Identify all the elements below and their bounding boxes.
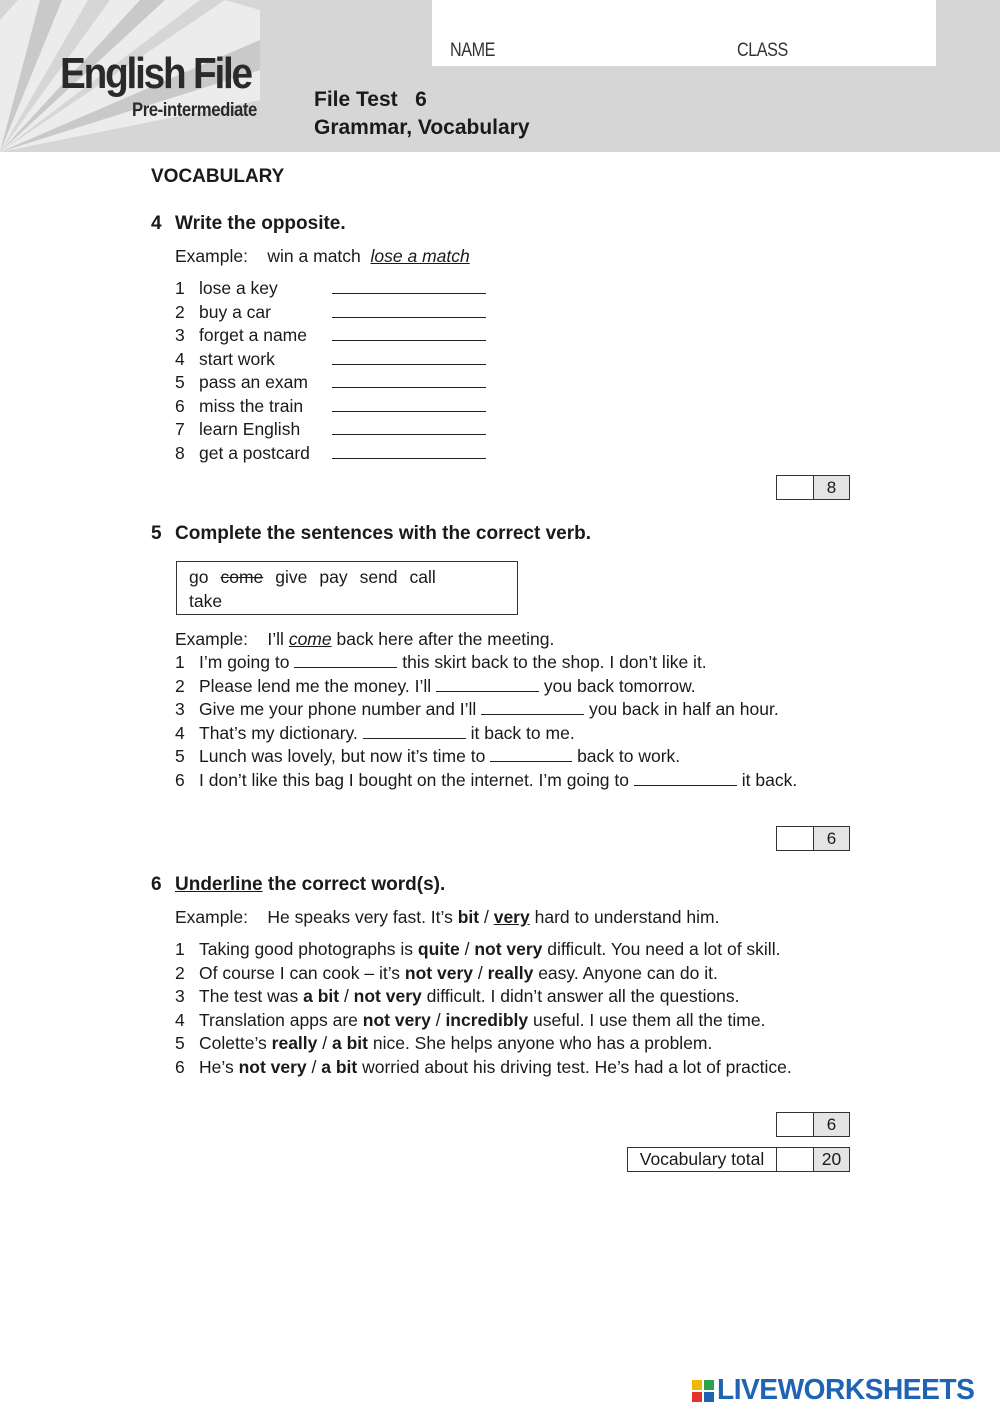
list-item: 4 Translation apps are not very / incredibly useful. I use them all the time. — [175, 1009, 792, 1033]
item-number: 7 — [175, 419, 185, 439]
item-number: 8 — [175, 442, 185, 463]
list-item — [175, 348, 486, 372]
word-option[interactable]: a bit — [331, 1033, 368, 1053]
exercise-instruction: the correct word(s). — [267, 874, 446, 895]
item-number: 2 — [175, 962, 185, 983]
list-item — [175, 418, 486, 442]
item-number: 5 — [175, 372, 185, 392]
example-label: Example: — [175, 629, 248, 649]
example-label: Example: — [175, 907, 248, 927]
item-number: 1 — [175, 939, 185, 959]
item-text: get a postcard — [199, 442, 310, 463]
word-option[interactable]: quite — [417, 939, 460, 959]
list-item — [175, 442, 486, 466]
liveworksheets-logo-icon — [692, 1380, 714, 1402]
exercise-4-score — [776, 475, 850, 500]
exercise-6-title — [151, 874, 445, 896]
item-number: 5 — [175, 1033, 185, 1053]
score-input-cell[interactable] — [777, 1113, 814, 1136]
score-max: 6 — [814, 827, 849, 850]
exercise-number: 5 — [151, 523, 162, 544]
word-option[interactable]: a bit — [321, 1056, 358, 1077]
list-item: 5 Colette’s really / a bit nice. She helps anyone who has a problem. — [175, 1032, 792, 1056]
test-number: File Test 6 — [314, 88, 427, 111]
item-text: Taking good photographs is — [199, 939, 414, 959]
word-option[interactable]: not very — [404, 962, 473, 983]
exercise-number: 4 — [151, 213, 162, 234]
score-max: 8 — [814, 476, 849, 499]
answer-blank[interactable] — [294, 653, 397, 668]
name-class-box[interactable] — [432, 0, 936, 66]
item-number: 1 — [175, 278, 185, 298]
item-text: back to work. — [577, 746, 681, 766]
exercise-4-example — [175, 245, 470, 269]
list-item — [175, 371, 486, 395]
logo-subtitle: Pre-intermediate — [132, 100, 257, 121]
list-item — [175, 301, 486, 325]
item-text: useful. I use them all the time. — [532, 1009, 766, 1030]
list-item — [175, 769, 797, 793]
answer-blank[interactable] — [332, 397, 486, 412]
word-box-line — [189, 565, 505, 589]
word-box-item: come — [220, 567, 264, 587]
item-text: Give me your phone number and I’ll — [199, 699, 477, 719]
list-item: 2 Of course I can cook – it’s not very / really easy. Anyone can do it. — [175, 962, 792, 986]
item-text: difficult. I didn’t answer all the questions. — [426, 986, 740, 1006]
word-box-item: take — [189, 591, 223, 611]
word-option[interactable]: incredibly — [445, 1009, 529, 1030]
exercise-6-score — [776, 1112, 850, 1137]
list-item: 1 Taking good photographs is quite / not very difficult. You need a lot of skill. — [175, 938, 792, 962]
exercise-5-example — [175, 628, 554, 652]
item-number: 6 — [175, 769, 185, 790]
list-item — [175, 722, 797, 746]
answer-blank[interactable] — [363, 724, 466, 739]
item-number: 3 — [175, 986, 185, 1006]
example-prompt: win a match — [267, 246, 361, 266]
header-banner — [0, 0, 1000, 152]
item-text: difficult. You need a lot of skill. — [547, 939, 781, 959]
item-text: pass an exam — [199, 372, 308, 392]
list-item — [175, 745, 797, 769]
item-number: 6 — [175, 1056, 185, 1077]
item-text: He’s — [199, 1056, 234, 1077]
item-text: forget a name — [199, 325, 307, 345]
exercise-4-list — [175, 277, 486, 465]
item-text: it back. — [741, 769, 798, 790]
example-option: bit — [457, 907, 480, 927]
name-label: NAME — [450, 40, 495, 61]
item-text: learn English — [199, 419, 301, 439]
vocabulary-total — [627, 1147, 850, 1172]
exercise-number: 6 — [151, 874, 162, 895]
word-option[interactable]: really — [271, 1033, 318, 1053]
answer-blank[interactable] — [436, 677, 539, 692]
exercise-instruction: Write the opposite. — [175, 213, 346, 234]
list-item — [175, 651, 797, 675]
exercise-5-title — [151, 523, 591, 545]
word-option[interactable]: not very — [474, 939, 543, 959]
word-option[interactable]: not very — [353, 986, 422, 1006]
example-answer: very — [493, 907, 530, 927]
example-text: I’ll — [267, 629, 284, 649]
item-number: 4 — [175, 1009, 185, 1030]
answer-blank[interactable] — [332, 350, 486, 365]
item-number: 5 — [175, 746, 185, 766]
item-text: Lunch was lovely, but now it’s time to — [199, 746, 486, 766]
word-box-item: send — [359, 567, 398, 587]
word-box — [176, 561, 518, 615]
item-text: worried about his driving test. He’s had a lot of practice. — [362, 1056, 792, 1077]
class-label: CLASS — [737, 40, 788, 61]
item-number: 1 — [175, 652, 185, 672]
item-text: buy a car — [199, 301, 271, 322]
list-item — [175, 324, 486, 348]
item-number: 2 — [175, 675, 185, 696]
answer-blank[interactable] — [332, 326, 486, 341]
list-item — [175, 277, 486, 301]
word-box-item: pay — [319, 567, 348, 587]
score-max: 6 — [814, 1113, 849, 1136]
list-item — [175, 698, 797, 722]
test-subtitle: Grammar, Vocabulary — [314, 116, 530, 139]
item-text: Please lend me the money. I’ll — [199, 675, 432, 696]
answer-blank[interactable] — [332, 420, 486, 435]
liveworksheets-wordmark: LIVEWORKSHEETS — [717, 1374, 975, 1406]
test-title — [314, 86, 530, 142]
item-text: you back in half an hour. — [588, 699, 779, 719]
exercise-instruction: Complete the sentences with the correct verb. — [175, 523, 592, 544]
logo-title: English File — [60, 49, 251, 98]
word-box-item: call — [409, 567, 436, 587]
list-item: 3 The test was a bit / not very difficult. I didn’t answer all the questions. — [175, 985, 792, 1009]
item-text: you back tomorrow. — [543, 675, 696, 696]
exercise-4-title — [151, 213, 346, 235]
item-text: That’s my dictionary. — [199, 722, 358, 743]
score-input-cell[interactable] — [777, 476, 814, 499]
answer-blank[interactable] — [332, 279, 486, 294]
item-text: nice. She helps anyone who has a problem. — [372, 1033, 713, 1053]
example-answer: lose a match — [370, 246, 470, 266]
item-text: it back to me. — [470, 722, 575, 743]
total-input-cell[interactable] — [777, 1148, 814, 1171]
item-number: 4 — [175, 348, 185, 369]
section-title: VOCABULARY — [151, 166, 285, 187]
answer-blank[interactable] — [490, 747, 572, 762]
item-text: easy. Anyone can do it. — [538, 962, 718, 983]
item-number: 2 — [175, 301, 185, 322]
answer-blank[interactable] — [481, 700, 584, 715]
item-text: this skirt back to the shop. I don’t like it. — [402, 652, 707, 672]
exercise-5-score — [776, 826, 850, 851]
word-box-item: give — [275, 567, 308, 587]
score-input-cell[interactable] — [777, 827, 814, 850]
example-text: back here after the meeting. — [336, 629, 555, 649]
example-label: Example: — [175, 246, 248, 266]
item-text: miss the train — [199, 395, 304, 416]
answer-blank[interactable] — [332, 373, 486, 388]
answer-blank[interactable] — [332, 444, 486, 459]
answer-blank[interactable] — [634, 771, 737, 786]
total-label: Vocabulary total — [628, 1148, 777, 1171]
example-answer: come — [288, 629, 332, 649]
exercise-5-list — [175, 651, 797, 792]
list-item — [175, 395, 486, 419]
item-text: lose a key — [199, 278, 278, 298]
word-option[interactable]: not very — [362, 1009, 431, 1030]
item-text: I don’t like this bag I bought on the internet. I’m going to — [199, 769, 629, 790]
example-text: hard to understand him. — [534, 907, 720, 927]
word-option[interactable]: a bit — [303, 986, 340, 1006]
item-number: 3 — [175, 325, 185, 345]
item-text: Of course I can cook – it’s — [199, 962, 401, 983]
exercise-6-example: Example: He speaks very fast. It’s bit / very hard to understand him. — [175, 907, 720, 927]
exercise-6-list — [175, 938, 792, 1079]
answer-blank[interactable] — [332, 303, 486, 318]
item-text: start work — [199, 348, 275, 369]
item-number: 3 — [175, 699, 185, 719]
word-option[interactable]: not very — [238, 1056, 307, 1077]
item-number: 6 — [175, 395, 185, 416]
liveworksheets-watermark — [692, 1374, 982, 1407]
list-item — [175, 675, 797, 699]
item-text: I’m going to — [199, 652, 290, 672]
total-max: 20 — [814, 1148, 849, 1171]
exercise-instruction-underlined: Underline — [175, 874, 263, 895]
item-text: Translation apps are — [199, 1009, 358, 1030]
item-text: The test was — [199, 986, 299, 1006]
item-text: Colette’s — [199, 1033, 267, 1053]
example-text: He speaks very fast. It’s — [267, 907, 453, 927]
word-option[interactable]: really — [487, 962, 534, 983]
item-number: 4 — [175, 722, 185, 743]
list-item: 6 He’s not very / a bit worried about his driving test. He’s had a lot of practice. — [175, 1056, 792, 1080]
word-box-item: go — [189, 567, 209, 587]
